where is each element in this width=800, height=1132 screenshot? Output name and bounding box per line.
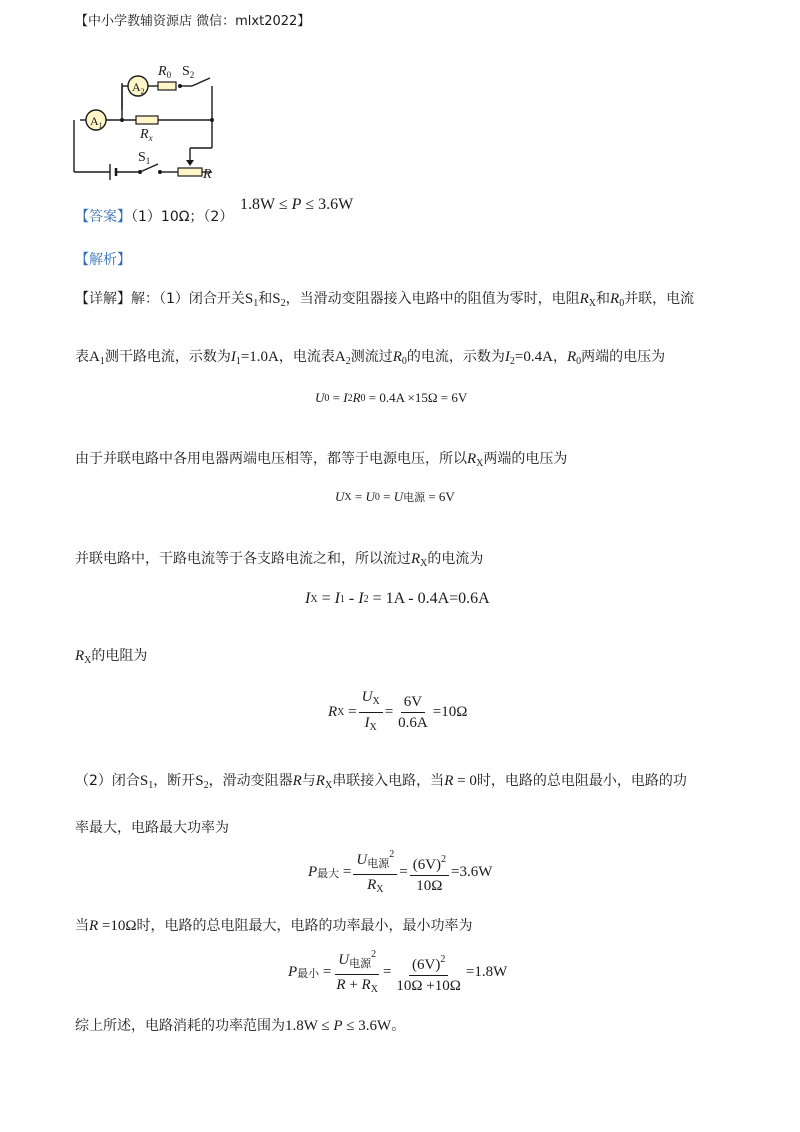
analysis-tag: 【解析】 — [75, 252, 131, 268]
header-text: 【中小学教辅资源店 微信：mlxt2022】 — [75, 14, 311, 29]
detail-line-8: 当R =10Ω时，电路的总电阻最大，电路的功率最小，最小功率为 — [75, 918, 473, 934]
svg-text:R: R — [203, 167, 212, 182]
detail-line-1: 【详解】解：（1）闭合开关$S_1$和$S_2$，当滑动变阻器接入电路中的阻值为零时，电阻$R_X$和$R_0$并联，电流 — [75, 291, 695, 309]
svg-text:A2: $A_2$ — [132, 80, 145, 96]
svg-text:S2: $S_2$ — [182, 64, 195, 80]
detail-line-7: 率最大，电路最大功率为 — [75, 820, 229, 836]
svg-text:S1: $S_1$ — [138, 150, 151, 166]
detail-line-5: $R_X$的电阻为 — [75, 648, 148, 666]
circuit-diagram — [70, 58, 230, 186]
svg-text:R0: $R_0$ — [158, 64, 172, 80]
detail-line-3: 由于并联电路中各用电器两端电压相等，都等于电源电压，所以$R_X$两端的电压为 — [75, 451, 568, 469]
detail-line-4: 并联电路中，干路电流等于各支路电流之和，所以流过$R_X$的电流为 — [75, 551, 484, 569]
equation-ix: I X = I 1 - I 2 = 1A - 0.4A=0.6A — [305, 590, 490, 607]
equation-u0: U 0 = I 2 R 0 = 0.4A ×15Ω = 6V — [315, 390, 468, 405]
rheostat-r — [178, 168, 202, 176]
answer-line — [75, 206, 233, 226]
resistor-rx — [136, 116, 158, 124]
equation-ux: U X = U 0 = U 电源 = 6V — [335, 489, 455, 504]
equation-pmax: P 最大 = $\frac{U_{电源}^2}{R_X}$ = $\frac{(6V)^2}{10\Omega}$ =3.6W — [308, 846, 492, 899]
equation-pmin: P 最小 = $\frac{U_{电源}^2}{R + R_X}$ = $\frac{(6V)^2}{10\Omega +10\Omega}$ =1.8W — [288, 946, 507, 999]
svg-text:A1: $A_1$ — [90, 114, 103, 130]
answer-tag: 【答案】 — [75, 209, 131, 225]
equation-rx: R X = $\frac{U_X}{I_X}$ = $\frac{6V}{0.6A}$ =10Ω — [328, 689, 468, 733]
svg-text:Rx: $R_x$ — [140, 127, 153, 143]
answer-part1: （1）10Ω；（2） — [131, 209, 234, 225]
answer-range: 1.8W ≤ P ≤ 3.6W — [240, 196, 354, 213]
detail-line-6: （2）闭合$S_1$，断开$S_2$，滑动变阻器R与$R_X$串联接入电路，当R = 0时，电路的总电阻最小，电路的功 — [75, 773, 687, 791]
resistor-r0 — [158, 82, 176, 90]
detail-line-9: 综上所述，电路消耗的功率范围为1.8W ≤ P ≤ 3.6W。 — [75, 1018, 406, 1034]
detail-line-2: 表$A_1$测干路电流，示数为$I_1=1.0A$，电流表$A_2$测流过$R_0$的电流，示数为$I_2=0.4A$，$R_0$两端的电压为 — [75, 349, 666, 367]
